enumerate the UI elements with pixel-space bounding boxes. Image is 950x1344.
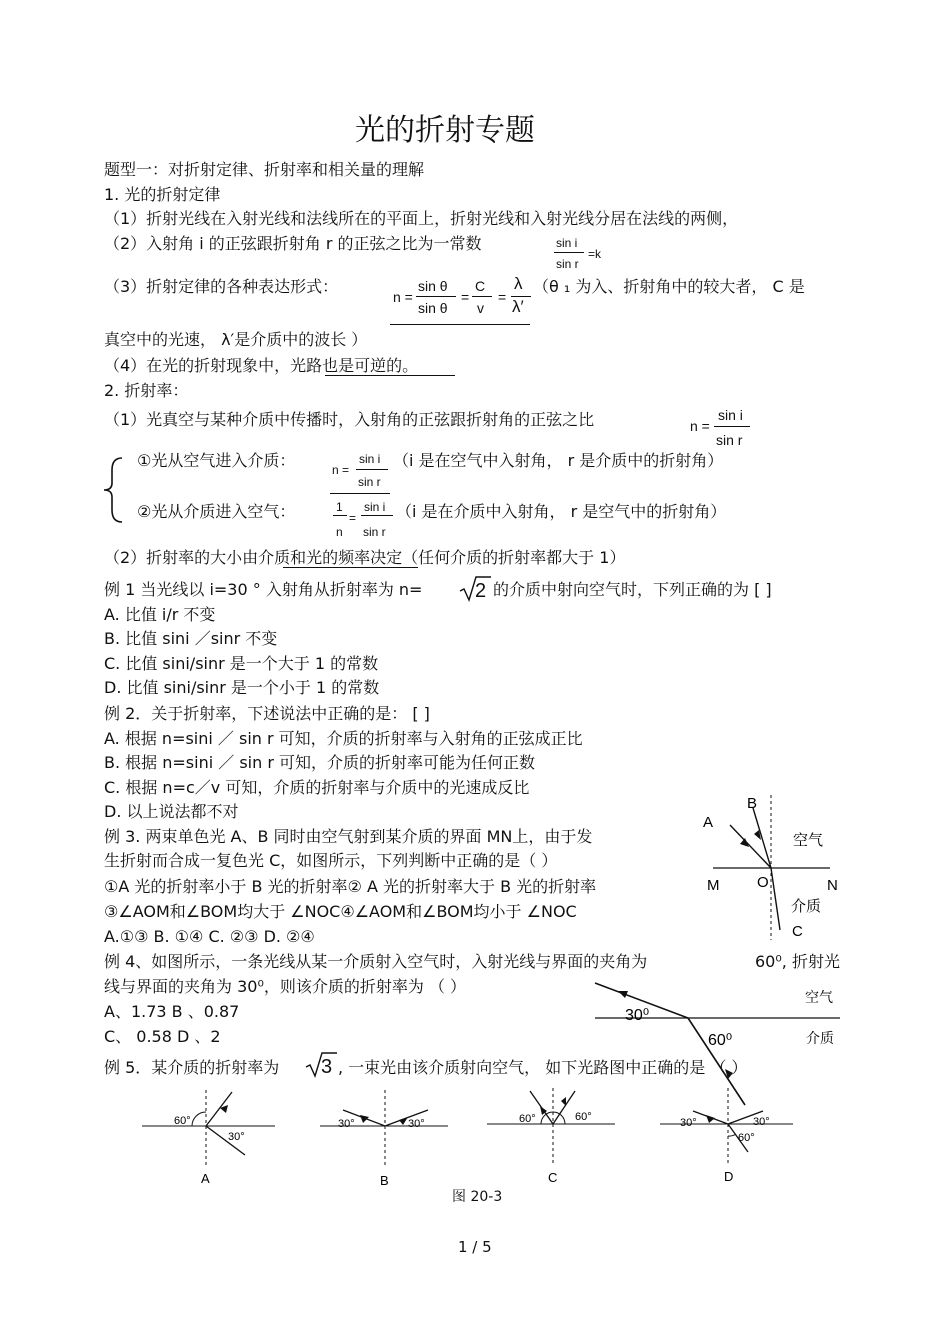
underline: [325, 375, 455, 376]
label-medium: 介质: [806, 1030, 834, 1046]
angle-60: 60⁰: [708, 1032, 733, 1049]
option-b: B. 根据 n=sini ／ sin r 可知，介质的折射率可能为任何正数: [104, 753, 535, 772]
option-c: C. 根据 n=c／v 可知，介质的折射率与介质中的光速成反比: [104, 778, 530, 797]
option-ab: A、1.73 B 、0.87: [104, 1002, 240, 1021]
text-line: （2）入射角 i 的正弦跟折射角 r 的正弦之比为一常数: [104, 234, 482, 253]
label-b: B: [747, 795, 758, 812]
formula-eq: =: [461, 289, 470, 305]
formula-lambda: λ: [514, 274, 523, 293]
example-3-statement: ①A 光的折射率小于 B 光的折射率② A 光的折射率大于 B 光的折射率: [104, 877, 597, 896]
sqrt-value: 3: [321, 1056, 333, 1078]
example-5-question-end: , 一束光由该介质射向空气， 如下光路图中正确的是 （ ）: [338, 1058, 748, 1077]
text-line: ①光从空气进入介质：: [137, 451, 296, 470]
angle-label: 30°: [338, 1118, 355, 1130]
formula-n: n =: [393, 289, 413, 305]
angle-label: 30°: [680, 1117, 697, 1129]
label-m: M: [707, 877, 720, 894]
example-4-question: 线与界面的夹角为 30⁰，则该介质的折射率为 （ ）: [104, 977, 467, 996]
example-4-question-end: 60⁰, 折射光: [755, 952, 840, 971]
sqrt-value: 2: [475, 580, 487, 602]
example-3-statement: ③∠AOM和∠BOM均大于 ∠NOC④∠AOM和∠BOM均小于 ∠NOC: [104, 902, 577, 921]
formula-numerator: sin i: [359, 452, 381, 466]
figure-caption: 图 20-3: [452, 1189, 503, 1205]
option-label-c: C: [548, 1170, 558, 1185]
refraction-diagram-ex3: [695, 790, 845, 945]
underline: [283, 567, 418, 568]
formula-denominator: sin r: [358, 475, 381, 489]
text-line: （4）在光的折射现象中，光路也是可逆的。: [104, 356, 419, 375]
label-air: 空气: [793, 832, 824, 849]
formula-v: v: [477, 300, 484, 316]
example-4-question: 例 4、如图所示，一条光线从某一介质射入空气时，入射光线与界面的夹角为: [104, 952, 648, 971]
text-line: 真空中的光速， λ′是介质中的波长 ）: [104, 330, 368, 349]
formula-eq: =: [349, 511, 357, 525]
formula-lambda-prime: λ′: [512, 297, 524, 316]
option-label-d: D: [724, 1169, 734, 1184]
fraction-line: [361, 515, 393, 516]
fraction-line: [472, 296, 492, 297]
option-d: D. 比值 sini/sinr 是一个小于 1 的常数: [104, 678, 380, 697]
page-title: 光的折射专题: [355, 113, 535, 148]
example-3-options: A.①③ B. ①④ C. ②③ D. ②④: [104, 927, 315, 946]
label-n: N: [827, 877, 838, 894]
formula-numerator: sin i: [718, 407, 743, 423]
angle-label: 60°: [519, 1113, 536, 1125]
text-line: （i 是在介质中入射角， r 是空气中的折射角）: [396, 502, 727, 521]
example-1-question: 例 1 当光线以 i=30 ° 入射角从折射率为 n=: [104, 580, 423, 599]
example-3-question: 生折射而合成一复色光 C，如图所示，下列判断中正确的是（ ）: [104, 851, 558, 870]
fraction-line: [416, 296, 456, 297]
formula-c: C: [475, 278, 486, 294]
formula-denominator: sin r: [716, 432, 743, 448]
text-line: （3）折射定律的各种表达形式：: [104, 277, 339, 296]
angle-label: 60°: [575, 1111, 592, 1123]
light-path-diagram-c: [485, 1086, 620, 1186]
label-o: O: [757, 874, 769, 891]
formula-n: n =: [690, 418, 710, 434]
formula-n-denominator: n: [336, 525, 343, 539]
label-medium: 介质: [791, 898, 822, 915]
label-air: 空气: [805, 989, 833, 1005]
fraction-line: [356, 469, 388, 470]
angle-label: 60°: [174, 1115, 191, 1127]
fraction-line: [554, 252, 584, 253]
light-path-diagram-a: [140, 1088, 280, 1188]
formula-denominator: sin r: [556, 257, 579, 271]
example-2-question: 例 2．关于折射率，下述说法中正确的是： [ ]: [104, 704, 430, 723]
angle-label: 30°: [228, 1131, 245, 1143]
formula-one: 1: [336, 500, 343, 514]
option-cd: C、 0.58 D 、2: [104, 1027, 221, 1046]
formula-sin-theta1: sin θ: [418, 278, 448, 294]
option-d: D. 以上说法都不对: [104, 802, 239, 821]
formula-constant: =k: [588, 247, 602, 261]
text-line: （θ ₁ 为入、折射角中的较大者， C 是: [533, 277, 805, 296]
angle-label: 60°: [738, 1132, 755, 1144]
text-line: （i 是在空气中入射角， r 是介质中的折射角）: [393, 451, 724, 470]
page-number: 1 / 5: [458, 1238, 492, 1256]
formula-underline: [390, 324, 530, 325]
option-label-a: A: [201, 1171, 210, 1186]
option-a: A. 比值 i/r 不变: [104, 605, 216, 624]
angle-label: 30°: [753, 1116, 770, 1128]
formula-numerator: sin i: [364, 500, 386, 514]
text-line: ②光从介质进入空气：: [137, 502, 296, 521]
brace-icon: [100, 455, 126, 525]
formula-numerator: sin i: [556, 236, 578, 250]
text-line: （1）光真空与某种介质中传播时，入射角的正弦跟折射角的正弦之比: [104, 410, 595, 429]
example-1-question-end: 的介质中射向空气时，下列正确的为 [ ]: [493, 580, 772, 599]
formula-sin-theta2: sin θ: [418, 300, 448, 316]
example-3-question: 例 3. 两束单色光 A、B 同时由空气射到某介质的界面 MN上，由于发: [104, 827, 593, 846]
light-path-diagram-d: [658, 1086, 798, 1186]
fraction-line: [333, 515, 347, 516]
option-b: B. 比值 sini ／sinr 不变: [104, 629, 278, 648]
formula-n: n =: [332, 463, 350, 477]
label-c: C: [792, 923, 803, 940]
text-line: （2）折射率的大小由介质和光的频率决定（任何介质的折射率都大于 1）: [104, 548, 626, 567]
light-path-diagram-b: [318, 1088, 453, 1193]
text-line: （1）折射光线在入射光线和法线所在的平面上，折射光线和入射光线分居在法线的两侧，: [104, 209, 739, 228]
label-a: A: [703, 814, 714, 831]
fraction-line: [714, 426, 750, 427]
formula-denominator: sin r: [363, 525, 386, 539]
angle-30: 30⁰: [625, 1007, 650, 1024]
formula-eq: =: [498, 289, 507, 305]
option-a: A. 根据 n=sini ／ sin r 可知，介质的折射率与入射角的正弦成正比: [104, 729, 583, 748]
option-label-b: B: [380, 1173, 389, 1188]
subsection-heading: 1. 光的折射定律: [104, 185, 221, 204]
example-5-question: 例 5．某介质的折射率为: [104, 1058, 280, 1077]
option-c: C. 比值 sini/sinr 是一个大于 1 的常数: [104, 654, 379, 673]
formula-underline: [330, 493, 390, 494]
section-heading: 题型一：对折射定律、折射率和相关量的理解: [104, 160, 425, 179]
subsection-heading: 2. 折射率：: [104, 381, 189, 400]
angle-label: 30°: [408, 1118, 425, 1130]
